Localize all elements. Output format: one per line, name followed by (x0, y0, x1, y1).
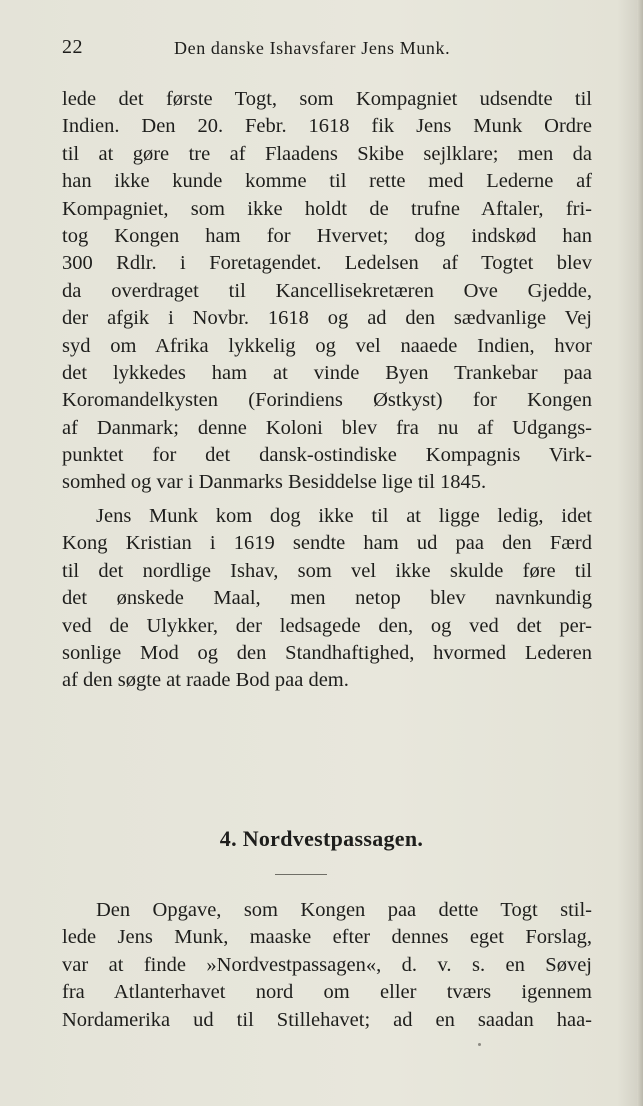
text-line: Jens Munk kom dog ikke til at ligge ledig, idet (96, 505, 592, 527)
text-line: sonlige Mod og den Standhaftighed, hvormed Lederen (62, 641, 592, 664)
text-line: var at finde »Nordvestpassagen«, d. v. s. en Søvej (62, 953, 592, 976)
text-line: punktet for det dansk-ostindiske Kompagnis Virk- (62, 444, 592, 467)
text-line: tog Kongen ham for Hvervet; dog indskød han (62, 224, 592, 247)
text-line: det ønskede Maal, men netop blev navnkundig (62, 587, 592, 610)
paragraph-2 (62, 503, 592, 695)
section-heading: 4. Nordvestpassagen. (219, 826, 424, 851)
text-line: af den søgte at raade Bod paa dem. (62, 669, 349, 692)
text-line: lede Jens Munk, maaske efter dennes eget Forslag, (62, 926, 592, 949)
text-line: 300 Rdlr. i Foretagendet. Ledelsen af Togtet blev (62, 252, 592, 275)
text-line: da overdraget til Kancellisekretæren Ove Gjedde, (62, 279, 592, 302)
heading-rule (275, 874, 327, 875)
paragraph-3 (62, 897, 592, 1034)
running-title: Den danske Ishavsfarer Jens Munk. (174, 38, 451, 58)
text-line: Den Opgave, som Kongen paa dette Togt stil- (96, 899, 592, 921)
text-line: Indien. Den 20. Febr. 1618 fik Jens Munk Ordre (62, 115, 592, 138)
page-edge (637, 0, 643, 1106)
text-line: til det nordlige Ishav, som vel ikke skulde føre til (62, 559, 592, 582)
text-line: Nordamerika ud til Stillehavet; ad en saadan haa- (62, 1008, 592, 1031)
text-line: Kong Kristian i 1619 sendte ham ud paa den Færd (62, 532, 592, 555)
text-line: Kompagniet, som ikke holdt de trufne Aftaler, fri- (62, 197, 592, 220)
page-number: 22 (62, 36, 83, 58)
paper-speck (478, 1043, 481, 1046)
text-line: af Danmark; denne Koloni blev fra nu af Udgangs- (62, 416, 592, 439)
text-line: han ikke kunde komme til rette med Lederne af (62, 170, 592, 193)
text-line: til at gøre tre af Flaadens Skibe sejlklare; men da (62, 142, 592, 165)
paragraph-1 (62, 86, 592, 497)
text-line: fra Atlanterhavet nord om eller tværs igennem (62, 981, 592, 1004)
text-line: ved de Ulykker, der ledsagede den, og ved det per- (62, 614, 592, 637)
text-line: somhed og var i Danmarks Besiddelse lige til 1845. (62, 471, 487, 494)
text-line: lede det første Togt, som Kompagniet udsendte til (62, 88, 592, 110)
text-line: der afgik i Novbr. 1618 og ad den sædvanlige Vej (62, 307, 592, 330)
text-line: det lykkedes ham at vinde Byen Trankebar paa (62, 361, 592, 384)
text-line: Koromandelkysten (Forindiens Østkyst) for Kongen (62, 389, 592, 412)
text-line: syd om Afrika lykkelig og vel naaede Indien, hvor (62, 334, 592, 357)
running-head (62, 36, 592, 64)
